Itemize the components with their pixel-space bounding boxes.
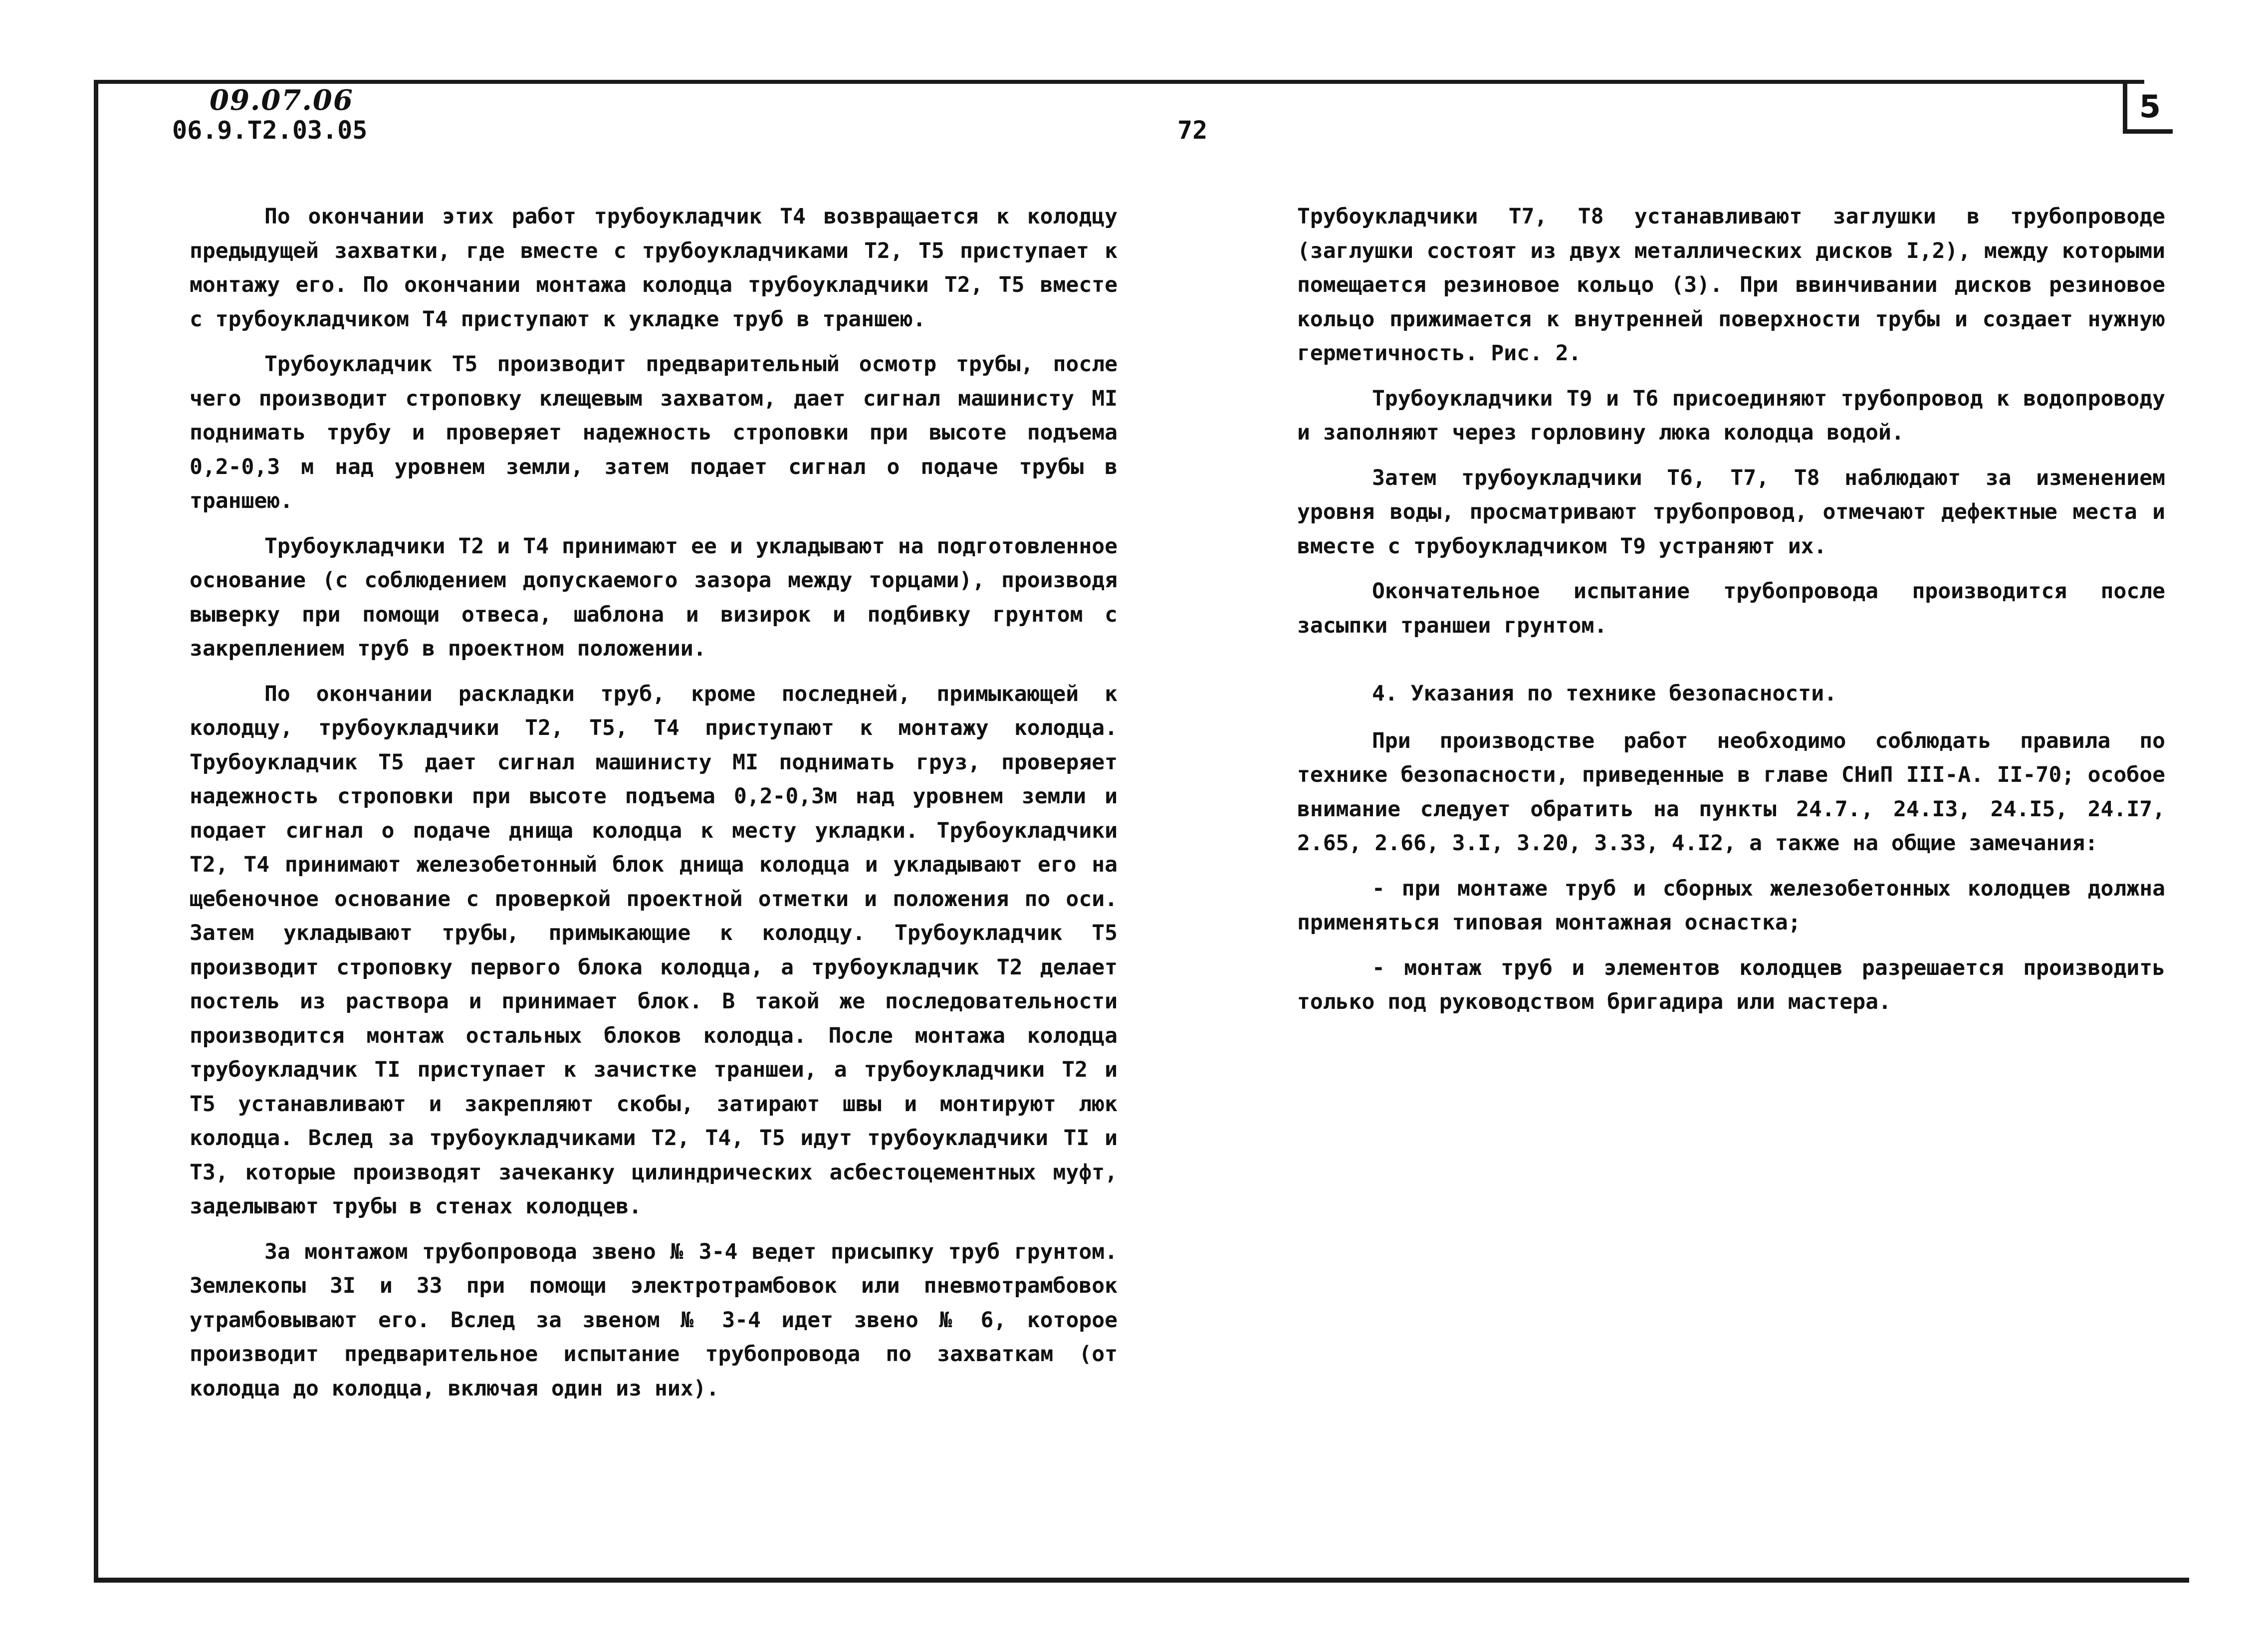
paragraph: По окончании раскладки труб, кроме последней, примыкающей к колодцу, трубоукладчики Т2, Т5, Т4 приступают к монтажу колодца. Трубоукладчик Т5 дает сигнал машинисту МI поднимать груз, проверяет надежность строповки при высоте подъема 0,2-0,3м над уровнем земли и подает сигнал о подаче днища колодца к месту укладки. Трубоукладчики Т2, Т4 принимают железобетонный блок днища колодца и укладывают его на щебеночное основание с проверкой проектной отметки и положения по оси. Затем укладывают трубы, примыкающие к колодцу. Трубоукладчик Т5 производит строповку первого блока колодца, а трубоукладчик Т2 делает постель из раствора и принимает блок. В такой же последовательности производится монтаж остальных блоков колодца. После монтажа колодца трубоукладчик ТI приступает к зачистке траншеи, а трубоукладчики Т2 и Т5 устанавливают и закрепляют скобы, затирают швы и монтируют люк колодца. Вслед за трубоукладчиками Т2, Т4, Т5 идут трубоукладчики ТI и Т3, которые производят зачеканку цилиндрических асбестоцементных муфт, заделывают трубы в стенах колодцев.	[190, 681, 1118, 1219]
frame-bottom-line	[94, 1578, 2189, 1583]
paragraph: Трубоукладчики Т7, Т8 устанавливают заглушки в трубопроводе (заглушки состоят из двух металлических дисков I,2), между которыми помещается резиновое кольцо (3). При ввинчивании дисков резиновое кольцо прижимается к внутренней поверхности трубы и создает нужную герметичность. Рис. 2.	[1297, 204, 2165, 366]
frame-left-line	[94, 80, 98, 1582]
section-heading: 4. Указания по технике безопасности.	[1372, 681, 1837, 706]
paragraph: По окончании этих работ трубоукладчик Т4 возвращается к колодцу предыдущей захватки, где вместе с трубоукладчиками Т2, Т5 приступает к монтажу его. По окончании монтажа колодца трубоукладчики Т2, Т5 вместе с трубоукладчиком Т4 приступают к укладке труб в траншею.	[190, 204, 1118, 332]
list-item: - при монтаже труб и сборных железобетонных колодцев должна применяться типовая монтажная оснастка;	[1297, 876, 2165, 935]
sheet-number-box	[2123, 84, 2173, 134]
frame-top-line	[94, 80, 2144, 84]
right-text-column	[1297, 200, 2165, 1030]
paragraph: Затем трубоукладчики Т6, Т7, Т8 наблюдают за изменением уровня воды, просматривают трубопровод, отмечают дефектные места и вместе с трубоукладчиком Т9 устраняют их.	[1297, 465, 2165, 559]
paragraph: Трубоукладчики Т9 и Т6 присоединяют трубопровод к водопроводу и заполняют через горловину люка колодца водой.	[1297, 386, 2165, 445]
list-item: - монтаж труб и элементов колодцев разрешается производить только под руководством бригадира или мастера.	[1297, 955, 2165, 1014]
paragraph: Трубоукладчик Т5 производит предварительный осмотр трубы, после чего производит строповку клещевым захватом, дает сигнал машинисту МI поднимать трубу и проверяет надежность строповки при высоте подъема 0,2-0,3 м над уровнем земли, затем подает сигнал о подаче трубы в траншею.	[190, 352, 1118, 513]
paragraph: Трубоукладчики Т2 и Т4 принимают ее и укладывают на подготовленное основание (с соблюдением допускаемого зазора между торцами), производя выверку при помощи отвеса, шаблона и визирок и подбивку грунтом с закреплением труб в проектном положении.	[190, 533, 1118, 661]
sheet-number: 5	[2139, 88, 2161, 125]
paragraph: Окончательное испытание трубопровода производится после засыпки траншеи грунтом.	[1297, 579, 2165, 638]
paragraph: За монтажом трубопровода звено № 3-4 ведет присыпку труб грунтом. Землекопы ЗI и З3 при помощи электротрамбовок или пневмотрамбовок утрамбовывают его. Вслед за звеном № 3-4 идет звено № 6, которое производит предварительное испытание трубопровода по захваткам (от колодца до колодца, включая один из них).	[190, 1239, 1118, 1401]
document-code: 06.9.T2.03.05	[172, 116, 368, 145]
left-text-column	[190, 200, 1118, 1416]
paragraph: При производстве работ необходимо соблюдать правила по технике безопасности, приведенные в главе СНиП III-А. II-70; особое внимание следует обратить на пункты 24.7., 24.I3, 24.I5, 24.I7, 2.65, 2.66, 3.I, 3.20, 3.33, 4.I2, а также на общие замечания:	[1297, 728, 2165, 856]
handwritten-date: 09.07.06	[210, 84, 354, 117]
page-number: 72	[1177, 116, 1208, 145]
